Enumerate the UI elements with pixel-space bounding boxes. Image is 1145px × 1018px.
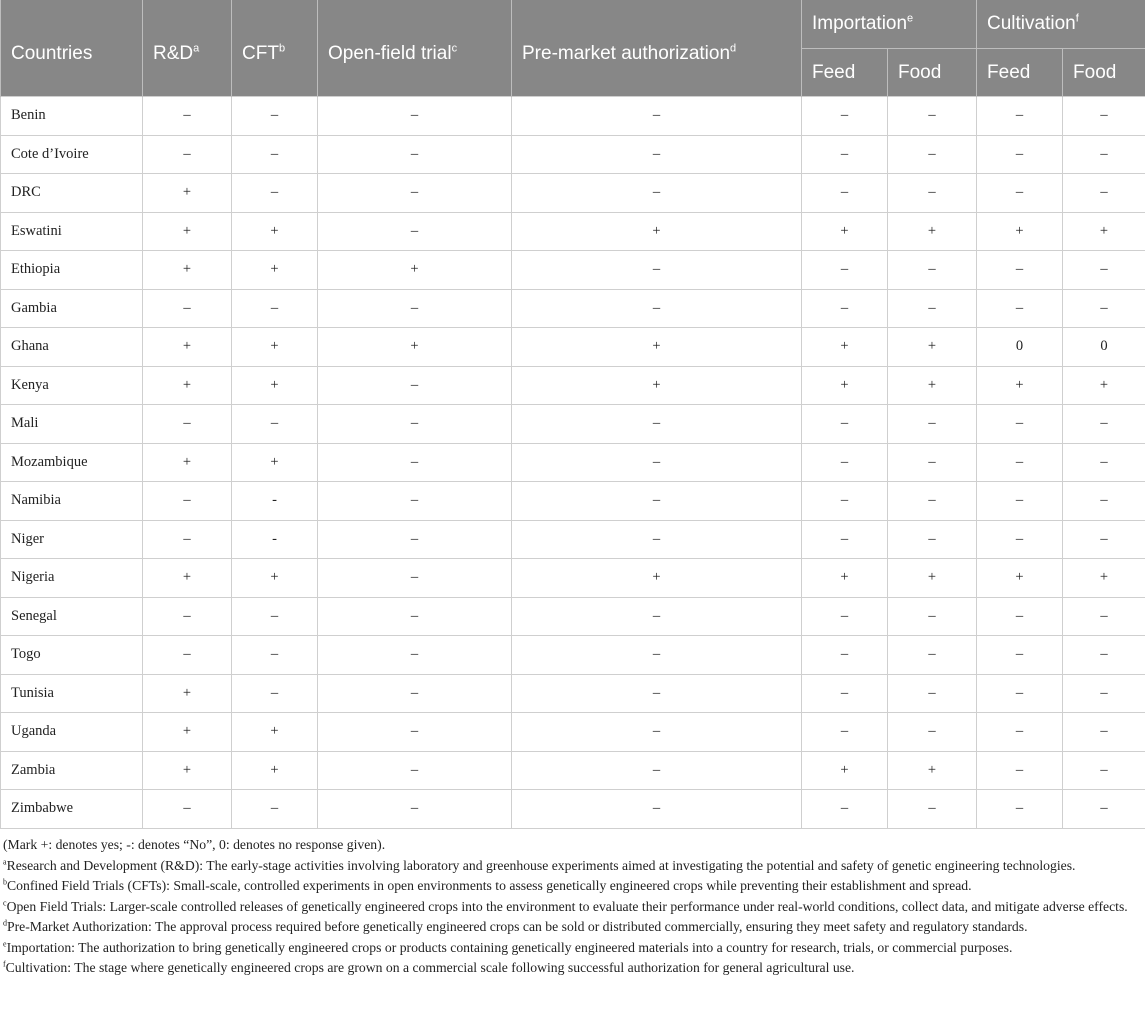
cell-imp-feed: + xyxy=(802,559,888,598)
header-cultivation-feed: Feed xyxy=(977,49,1063,97)
cell-cult-feed: + xyxy=(977,212,1063,251)
cell-country: Zambia xyxy=(1,751,143,790)
cell-pre-market: – xyxy=(512,289,802,328)
table-row xyxy=(1,174,1145,213)
header-importation: Importation$^e$ xyxy=(802,0,977,49)
cell-rd: + xyxy=(143,328,232,367)
cell-cult-food: 0 xyxy=(1063,328,1145,367)
cell-rd: – xyxy=(143,520,232,559)
footnote-f: $^f$Cultivation: The stage where genetically engineered crops are grown on a commercial scale following successful authorization for general agricultural use. xyxy=(3,959,855,975)
cell-rd: + xyxy=(143,674,232,713)
cell-country: Cote d’Ivoire xyxy=(1,135,143,174)
cell-cult-feed: – xyxy=(977,520,1063,559)
cell-imp-feed: – xyxy=(802,636,888,675)
cell-cft: – xyxy=(232,674,318,713)
cell-country: Eswatini xyxy=(1,212,143,251)
cell-cult-food: – xyxy=(1063,713,1145,752)
cell-country: Ethiopia xyxy=(1,251,143,290)
cell-pre-market: – xyxy=(512,443,802,482)
cell-cft: - xyxy=(232,520,318,559)
cell-cult-feed: – xyxy=(977,135,1063,174)
cell-rd: + xyxy=(143,366,232,405)
cell-imp-feed: + xyxy=(802,212,888,251)
cell-cult-feed: – xyxy=(977,482,1063,521)
cell-cult-food: – xyxy=(1063,289,1145,328)
cell-cult-food: – xyxy=(1063,520,1145,559)
cell-rd: – xyxy=(143,482,232,521)
cell-imp-food: – xyxy=(888,597,977,636)
table-row xyxy=(1,443,1145,482)
cell-cft: – xyxy=(232,135,318,174)
table-row xyxy=(1,636,1145,675)
table-row xyxy=(1,520,1145,559)
cell-cult-feed: + xyxy=(977,559,1063,598)
header-rd: $R\&D^a$ xyxy=(143,0,232,97)
cell-imp-feed: + xyxy=(802,751,888,790)
cell-cult-food: – xyxy=(1063,251,1145,290)
cell-imp-food: + xyxy=(888,366,977,405)
cell-rd: + xyxy=(143,212,232,251)
cell-cft: + xyxy=(232,328,318,367)
cell-cult-feed: – xyxy=(977,674,1063,713)
cell-country: Benin xyxy=(1,97,143,136)
table-row xyxy=(1,251,1145,290)
cell-country: Uganda xyxy=(1,713,143,752)
cell-cult-feed: – xyxy=(977,751,1063,790)
cell-open-field: – xyxy=(318,520,512,559)
cell-rd: + xyxy=(143,713,232,752)
cell-open-field: – xyxy=(318,405,512,444)
cell-cft: - xyxy=(232,482,318,521)
cell-imp-food: + xyxy=(888,212,977,251)
cell-country: Nigeria xyxy=(1,559,143,598)
cell-cult-food: – xyxy=(1063,482,1145,521)
cell-country: Gambia xyxy=(1,289,143,328)
cell-imp-food: – xyxy=(888,174,977,213)
cell-cult-feed: – xyxy=(977,597,1063,636)
cell-rd: + xyxy=(143,559,232,598)
cell-open-field: – xyxy=(318,597,512,636)
cell-pre-market: – xyxy=(512,482,802,521)
cell-imp-feed: – xyxy=(802,97,888,136)
table-row xyxy=(1,790,1145,829)
cell-imp-feed: – xyxy=(802,520,888,559)
cell-rd: + xyxy=(143,174,232,213)
cell-country: DRC xyxy=(1,174,143,213)
cell-imp-feed: – xyxy=(802,597,888,636)
cell-imp-food: – xyxy=(888,97,977,136)
cell-country: Mozambique xyxy=(1,443,143,482)
cell-imp-food: – xyxy=(888,790,977,829)
table-row xyxy=(1,674,1145,713)
cell-country: Togo xyxy=(1,636,143,675)
cell-imp-food: + xyxy=(888,751,977,790)
cell-open-field: – xyxy=(318,636,512,675)
cell-imp-food: – xyxy=(888,251,977,290)
header-cft: CFT$^b$ xyxy=(232,0,318,97)
cell-open-field: – xyxy=(318,97,512,136)
cell-pre-market: + xyxy=(512,366,802,405)
cell-imp-feed: – xyxy=(802,790,888,829)
cell-cult-feed: – xyxy=(977,251,1063,290)
header-importation-feed: Feed xyxy=(802,49,888,97)
cell-pre-market: – xyxy=(512,520,802,559)
cell-imp-food: – xyxy=(888,443,977,482)
cell-open-field: – xyxy=(318,135,512,174)
cell-imp-food: – xyxy=(888,713,977,752)
cell-pre-market: – xyxy=(512,790,802,829)
cell-rd: – xyxy=(143,790,232,829)
cell-open-field: – xyxy=(318,559,512,598)
cell-cult-food: – xyxy=(1063,443,1145,482)
cell-rd: – xyxy=(143,97,232,136)
cell-imp-food: – xyxy=(888,482,977,521)
cell-imp-food: – xyxy=(888,135,977,174)
cell-cult-food: + xyxy=(1063,212,1145,251)
cell-cft: + xyxy=(232,559,318,598)
cell-cult-food: – xyxy=(1063,597,1145,636)
cell-pre-market: – xyxy=(512,674,802,713)
cell-cult-feed: 0 xyxy=(977,328,1063,367)
cell-pre-market: – xyxy=(512,251,802,290)
cell-cult-feed: – xyxy=(977,174,1063,213)
cell-cft: – xyxy=(232,636,318,675)
footnote-b: $^b$Confined Field Trials (CFTs): Small-scale, controlled experiments in open environments to assess genetically engineered crops while preventing their establishment and spread. xyxy=(3,877,972,893)
table-row xyxy=(1,405,1145,444)
cell-country: Senegal xyxy=(1,597,143,636)
cell-cult-feed: – xyxy=(977,443,1063,482)
cell-pre-market: + xyxy=(512,559,802,598)
table-row xyxy=(1,559,1145,598)
cell-cft: – xyxy=(232,405,318,444)
footnote-c: $^c$Open Field Trials: Larger-scale controlled releases of genetically engineered crops into the environment to evaluate their performance under real-world conditions, collect data, and mitigate adverse effects. xyxy=(3,897,1128,914)
header-countries: Countries xyxy=(1,0,143,97)
table-body xyxy=(1,97,1145,829)
cell-rd: – xyxy=(143,135,232,174)
header-cultivation-food: Food xyxy=(1063,49,1145,97)
cell-open-field: – xyxy=(318,443,512,482)
cell-imp-feed: – xyxy=(802,174,888,213)
table-footnotes xyxy=(3,835,1141,979)
cell-rd: – xyxy=(143,597,232,636)
cell-cult-food: – xyxy=(1063,174,1145,213)
cell-imp-feed: – xyxy=(802,482,888,521)
header-open-field-trial: Open-field trial$^c$ xyxy=(318,0,512,97)
cell-rd: – xyxy=(143,289,232,328)
footnote-a: $^a$Research and Development (R&D): The early-stage activities involving laboratory and greenhouse experiments aimed at investigating the potential and safety of genetic engineering technologies. xyxy=(3,856,1076,873)
cell-cult-feed: – xyxy=(977,790,1063,829)
cell-country: Niger xyxy=(1,520,143,559)
table-row xyxy=(1,366,1145,405)
cell-imp-feed: – xyxy=(802,289,888,328)
cell-cft: + xyxy=(232,366,318,405)
cell-cult-food: – xyxy=(1063,636,1145,675)
cell-cult-food: – xyxy=(1063,97,1145,136)
cell-pre-market: – xyxy=(512,751,802,790)
cell-cft: + xyxy=(232,751,318,790)
cell-cft: – xyxy=(232,790,318,829)
cell-country: Ghana xyxy=(1,328,143,367)
cell-country: Zimbabwe xyxy=(1,790,143,829)
cell-rd: + xyxy=(143,251,232,290)
cell-cult-food: + xyxy=(1063,366,1145,405)
cell-imp-food: – xyxy=(888,405,977,444)
cell-cult-food: – xyxy=(1063,405,1145,444)
cell-imp-food: – xyxy=(888,520,977,559)
cell-open-field: – xyxy=(318,713,512,752)
cell-open-field: – xyxy=(318,790,512,829)
cell-imp-food: – xyxy=(888,674,977,713)
cell-cft: – xyxy=(232,289,318,328)
cell-cft: + xyxy=(232,251,318,290)
cell-pre-market: – xyxy=(512,135,802,174)
cell-open-field: – xyxy=(318,482,512,521)
cell-cult-feed: – xyxy=(977,636,1063,675)
cell-open-field: – xyxy=(318,366,512,405)
cell-cult-food: – xyxy=(1063,790,1145,829)
header-importation-food: Food xyxy=(888,49,977,97)
cell-open-field: – xyxy=(318,751,512,790)
cell-imp-feed: + xyxy=(802,328,888,367)
cell-imp-feed: + xyxy=(802,366,888,405)
cell-cft: – xyxy=(232,97,318,136)
cell-open-field: + xyxy=(318,251,512,290)
cell-cft: + xyxy=(232,443,318,482)
cell-cult-food: – xyxy=(1063,135,1145,174)
cell-open-field: + xyxy=(318,328,512,367)
cell-pre-market: – xyxy=(512,636,802,675)
cell-imp-feed: – xyxy=(802,135,888,174)
table-row xyxy=(1,97,1145,136)
cell-rd: + xyxy=(143,751,232,790)
footnote-legend: (Mark +: denotes yes; -: denotes “No”, 0: denotes no response given). xyxy=(3,837,386,852)
cell-cft: + xyxy=(232,212,318,251)
cell-cft: – xyxy=(232,174,318,213)
cell-cft: + xyxy=(232,713,318,752)
table-row xyxy=(1,713,1145,752)
cell-rd: – xyxy=(143,405,232,444)
cell-imp-food: – xyxy=(888,289,977,328)
cell-pre-market: + xyxy=(512,328,802,367)
footnote-d: $^d$Pre-Market Authorization: The approval process required before genetically engineered crops can be sold or distributed commercially, ensuring they meet safety and regulatory standards. xyxy=(3,918,1028,934)
cell-country: Kenya xyxy=(1,366,143,405)
cell-cult-feed: + xyxy=(977,366,1063,405)
table-header xyxy=(1,0,1145,97)
cell-cult-food: – xyxy=(1063,751,1145,790)
cell-cult-food: – xyxy=(1063,674,1145,713)
table-row xyxy=(1,597,1145,636)
cell-imp-food: + xyxy=(888,328,977,367)
header-cultivation: Cultivation$^f$ xyxy=(977,0,1145,49)
cell-open-field: – xyxy=(318,289,512,328)
cell-country: Tunisia xyxy=(1,674,143,713)
cell-pre-market: – xyxy=(512,597,802,636)
cell-rd: – xyxy=(143,636,232,675)
cell-country: Mali xyxy=(1,405,143,444)
cell-open-field: – xyxy=(318,674,512,713)
cell-cft: – xyxy=(232,597,318,636)
cell-cult-feed: – xyxy=(977,405,1063,444)
footnote-e: $^e$Importation: The authorization to bring genetically engineered crops or products containing genetically engineered materials into a country for research, trials, or commercial purposes. xyxy=(3,938,1013,955)
cell-imp-feed: – xyxy=(802,443,888,482)
cell-open-field: – xyxy=(318,212,512,251)
cell-pre-market: – xyxy=(512,174,802,213)
cell-cult-food: + xyxy=(1063,559,1145,598)
table-row xyxy=(1,482,1145,521)
table-row xyxy=(1,135,1145,174)
table-row xyxy=(1,289,1145,328)
cell-pre-market: + xyxy=(512,212,802,251)
header-pre-market-authorization: Pre-market authorization$^d$ xyxy=(512,0,802,97)
cell-imp-feed: – xyxy=(802,713,888,752)
cell-imp-food: – xyxy=(888,636,977,675)
table-row xyxy=(1,751,1145,790)
cell-country: Namibia xyxy=(1,482,143,521)
cell-imp-food: + xyxy=(888,559,977,598)
cell-imp-feed: – xyxy=(802,251,888,290)
cell-cult-feed: – xyxy=(977,713,1063,752)
cell-imp-feed: – xyxy=(802,674,888,713)
cell-imp-feed: – xyxy=(802,405,888,444)
table-row xyxy=(1,328,1145,367)
cell-rd: + xyxy=(143,443,232,482)
cell-pre-market: – xyxy=(512,405,802,444)
table-row xyxy=(1,212,1145,251)
cell-cult-feed: – xyxy=(977,97,1063,136)
cell-pre-market: – xyxy=(512,97,802,136)
cell-cult-feed: – xyxy=(977,289,1063,328)
cell-pre-market: – xyxy=(512,713,802,752)
cell-open-field: – xyxy=(318,174,512,213)
